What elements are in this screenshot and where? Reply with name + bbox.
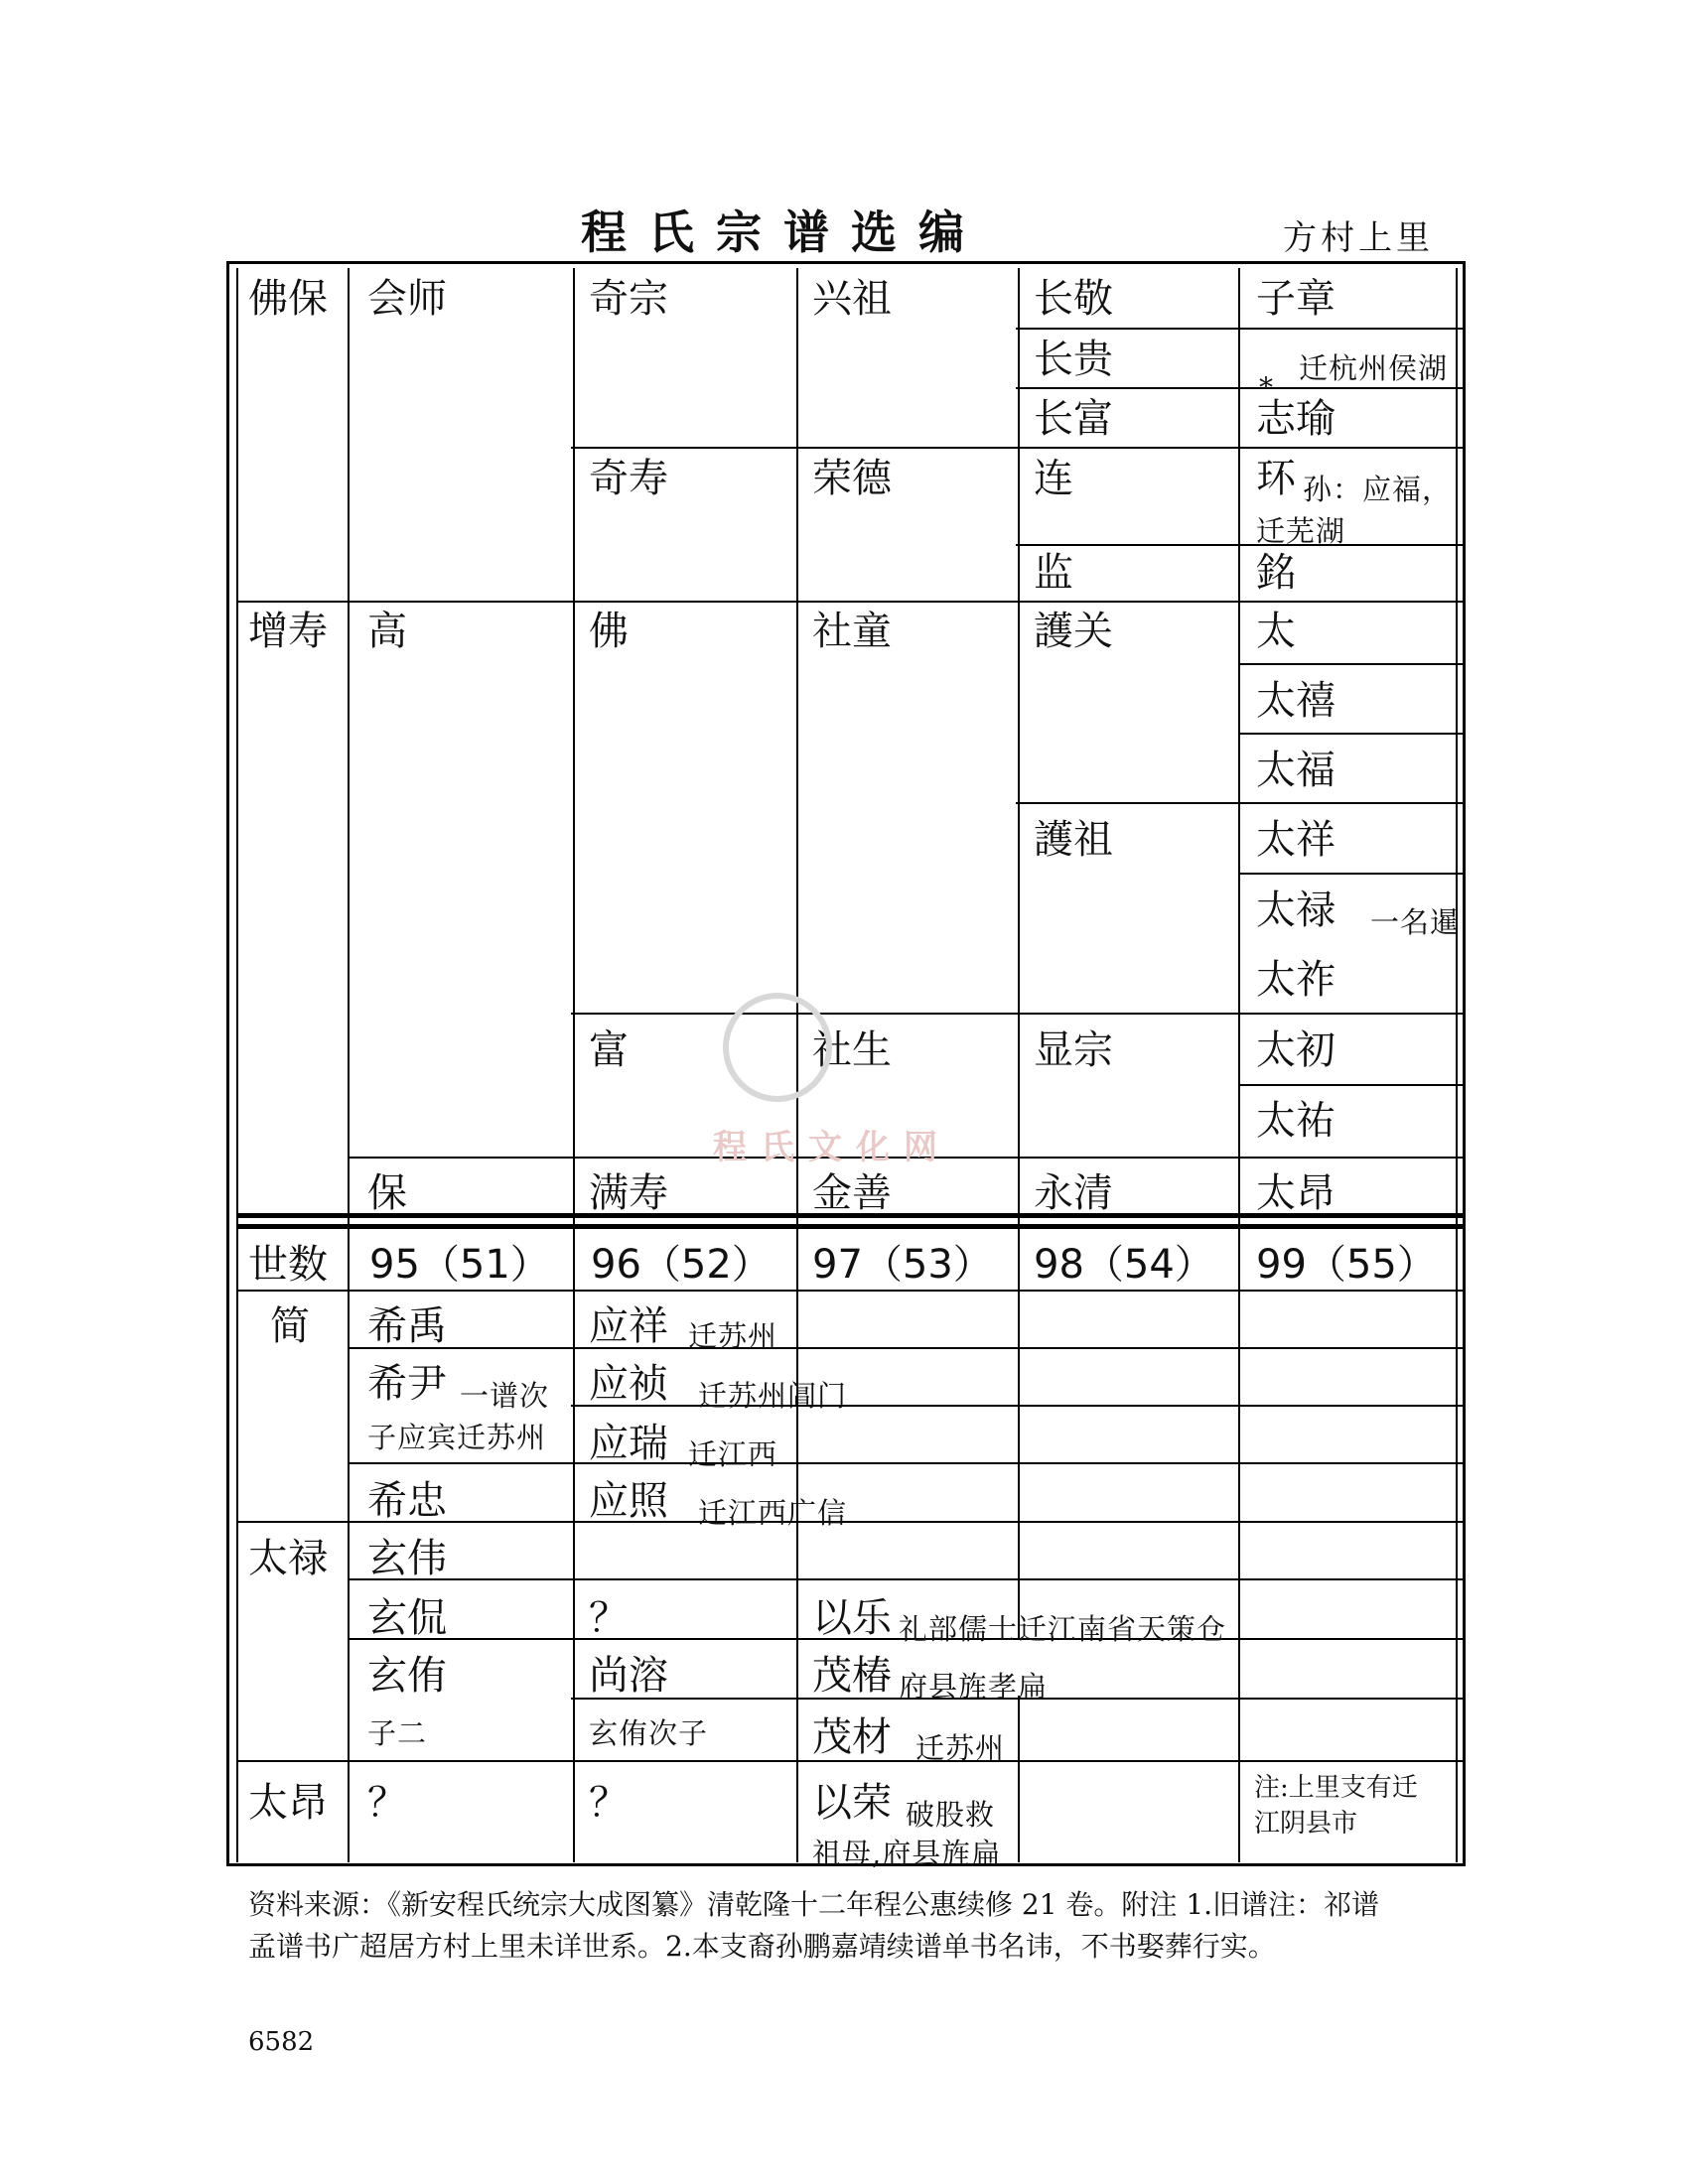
lower-cell-text: 子二 — [367, 1716, 428, 1750]
grid-line — [1456, 268, 1458, 1862]
grid-line — [1238, 873, 1465, 875]
upper-cell-text: 显宗 — [1034, 1027, 1113, 1073]
lower-cell-text: 96（52） — [591, 1242, 772, 1288]
upper-cell-text: 高 — [367, 609, 407, 654]
lower-cell-text: 希忠 — [367, 1478, 447, 1524]
upper-cell-text: 社童 — [812, 609, 892, 654]
grid-line — [1016, 328, 1465, 330]
upper-cell-text: 志瑜 — [1256, 396, 1336, 442]
grid-line — [1016, 544, 1465, 546]
lower-cell-text: 97（53） — [812, 1242, 993, 1288]
lower-cell-text: 礼部儒士迁江南省天策仓 — [899, 1612, 1227, 1646]
grid-line — [236, 1224, 1465, 1229]
watermark-seal-icon — [723, 993, 832, 1102]
grid-line — [1238, 268, 1240, 1862]
lower-cell-text: 祖母,府县旌扁 — [812, 1837, 1002, 1870]
grid-line — [1238, 1084, 1465, 1086]
lower-cell-text: 98（54） — [1034, 1242, 1214, 1288]
grid-line — [348, 1578, 1465, 1580]
lower-cell-text: 玄侑次子 — [589, 1716, 709, 1750]
lower-cell-text: 迁苏州 — [688, 1319, 778, 1353]
lower-cell-text: 简 — [270, 1303, 310, 1349]
upper-cell-text: 太祐 — [1256, 1098, 1336, 1144]
upper-cell-text: 荣德 — [812, 456, 892, 501]
grid-line — [1016, 802, 1465, 804]
lower-cell-text: 子应宾迁苏州 — [367, 1421, 547, 1454]
upper-cell-text: 长富 — [1034, 396, 1113, 442]
upper-cell-text: 太 — [1256, 609, 1296, 654]
lower-cell-text: 以荣 — [812, 1780, 892, 1826]
asterisk-icon: * — [1259, 371, 1273, 404]
upper-cell-text: 奇宗 — [589, 276, 668, 322]
upper-cell-text: 銘 — [1256, 550, 1296, 596]
upper-cell-text: 金善 — [812, 1170, 892, 1216]
watermark-text-mark: 程氏文化网 — [713, 1128, 951, 1167]
lower-cell-text: 破股救 — [906, 1798, 996, 1832]
page-title: 程氏宗谱选编 — [581, 205, 986, 259]
upper-cell-text: 太福 — [1256, 748, 1336, 793]
grid-line — [236, 601, 1465, 603]
upper-cell-text: 保 — [367, 1170, 407, 1216]
lower-cell-text: ？ — [589, 1595, 629, 1641]
upper-cell-text: 连 — [1034, 456, 1073, 501]
lower-cell-text: 迁苏州阊门 — [698, 1379, 848, 1413]
upper-cell-text: 太昂 — [1256, 1170, 1336, 1216]
lower-cell-text: 玄伟 — [367, 1536, 447, 1581]
upper-cell-text: 護祖 — [1034, 817, 1113, 863]
source-note-line-1: 资料来源：《新安程氏统宗大成图纂》清乾隆十二年程公惠续修 21 卷。附注 1.旧谱注：祁谱 — [248, 1888, 1380, 1921]
upper-cell-text: 环 — [1256, 456, 1296, 501]
upper-cell-text: 迁杭州侯湖 — [1299, 351, 1449, 385]
page-number: 6582 — [248, 2027, 315, 2057]
lower-cell-text: 应祯 — [589, 1361, 668, 1407]
upper-cell-text: 兴祖 — [812, 276, 892, 322]
grid-line — [573, 268, 575, 1862]
upper-cell-text: 佛 — [589, 609, 629, 654]
upper-cell-text: 富 — [589, 1027, 629, 1073]
grid-line — [1238, 663, 1465, 665]
lower-cell-text: 府县旌孝扁 — [899, 1670, 1049, 1704]
lower-cell-text: 迁江西广信 — [698, 1496, 848, 1530]
lower-cell-text: ？ — [589, 1780, 629, 1826]
lower-cell-text: 世数 — [248, 1242, 328, 1288]
source-note-line-2: 孟谱书广超居方村上里未详世系。2.本支裔孙鹏嘉靖续谱单书名讳，不书娶葬行实。 — [248, 1930, 1276, 1963]
lower-cell-text: 玄侑 — [367, 1653, 447, 1699]
lower-cell-text: 玄侃 — [367, 1595, 447, 1641]
upper-cell-text: 监 — [1034, 550, 1073, 596]
upper-cell-text: 太祚 — [1256, 957, 1336, 1003]
upper-cell-text: 佛保 — [248, 276, 328, 322]
source-note — [248, 1884, 1440, 1968]
grid-line — [348, 1347, 1465, 1349]
lower-cell-text: 江阴县市 — [1254, 1809, 1358, 1839]
lower-cell-text: 应瑞 — [589, 1421, 668, 1466]
grid-line — [1238, 1638, 1240, 1698]
lower-cell-text: 希尹 — [367, 1361, 447, 1407]
upper-cell-text: 護关 — [1034, 609, 1113, 654]
lower-cell-text: 以乐 — [812, 1595, 892, 1641]
upper-cell-text: 满寿 — [589, 1170, 668, 1216]
upper-cell-text: 长贵 — [1034, 337, 1113, 382]
upper-cell-text: 会师 — [367, 276, 447, 322]
grid-line — [236, 268, 238, 1862]
lower-cell-text: 99（55） — [1256, 1242, 1437, 1288]
lower-cell-text: 尚溶 — [589, 1653, 668, 1699]
upper-cell-text: 奇寿 — [589, 456, 668, 501]
lower-cell-text: 太禄 — [248, 1536, 328, 1581]
lower-cell-text: 迁江西 — [688, 1437, 778, 1471]
lower-cell-text: 太昂 — [248, 1780, 328, 1826]
lower-cell-text: 应祥 — [589, 1303, 668, 1349]
grid-line — [796, 1578, 798, 1638]
branch-name: 方村上里 — [1283, 218, 1434, 258]
upper-cell-text: 太初 — [1256, 1027, 1336, 1073]
lower-cell-text: 茂材 — [812, 1714, 892, 1760]
upper-cell-text: 社生 — [812, 1027, 892, 1073]
lower-cell-text: ？ — [367, 1780, 407, 1826]
lower-cell-text: 注:上里支有迁 — [1254, 1773, 1418, 1803]
upper-cell-text: 迁芜湖 — [1256, 514, 1346, 548]
lower-cell-text: 希禹 — [367, 1303, 447, 1349]
lower-cell-text: 95（51） — [369, 1242, 550, 1288]
upper-cell-text: 太禧 — [1256, 678, 1336, 724]
grid-line — [348, 1462, 1465, 1464]
lower-cell-text: 迁苏州 — [915, 1731, 1006, 1765]
grid-line — [1238, 733, 1465, 735]
lower-cell-text: 一谱次 — [460, 1379, 550, 1413]
grid-line — [236, 1290, 1465, 1292]
upper-cell-text: 一名暹 — [1370, 905, 1461, 939]
upper-cell-text: 子章 — [1256, 276, 1336, 322]
upper-cell-text: 孙：应福， — [1303, 473, 1453, 506]
upper-cell-text: 太禄 — [1256, 887, 1336, 933]
grid-line — [348, 268, 350, 1862]
upper-cell-text: 增寿 — [248, 609, 328, 654]
upper-cell-text: 永清 — [1034, 1170, 1113, 1216]
lower-cell-text: 茂椿 — [812, 1653, 892, 1699]
upper-cell-text: 太祥 — [1256, 817, 1336, 863]
upper-cell-text: 长敬 — [1034, 276, 1113, 322]
lower-cell-text: 应照 — [589, 1478, 668, 1524]
